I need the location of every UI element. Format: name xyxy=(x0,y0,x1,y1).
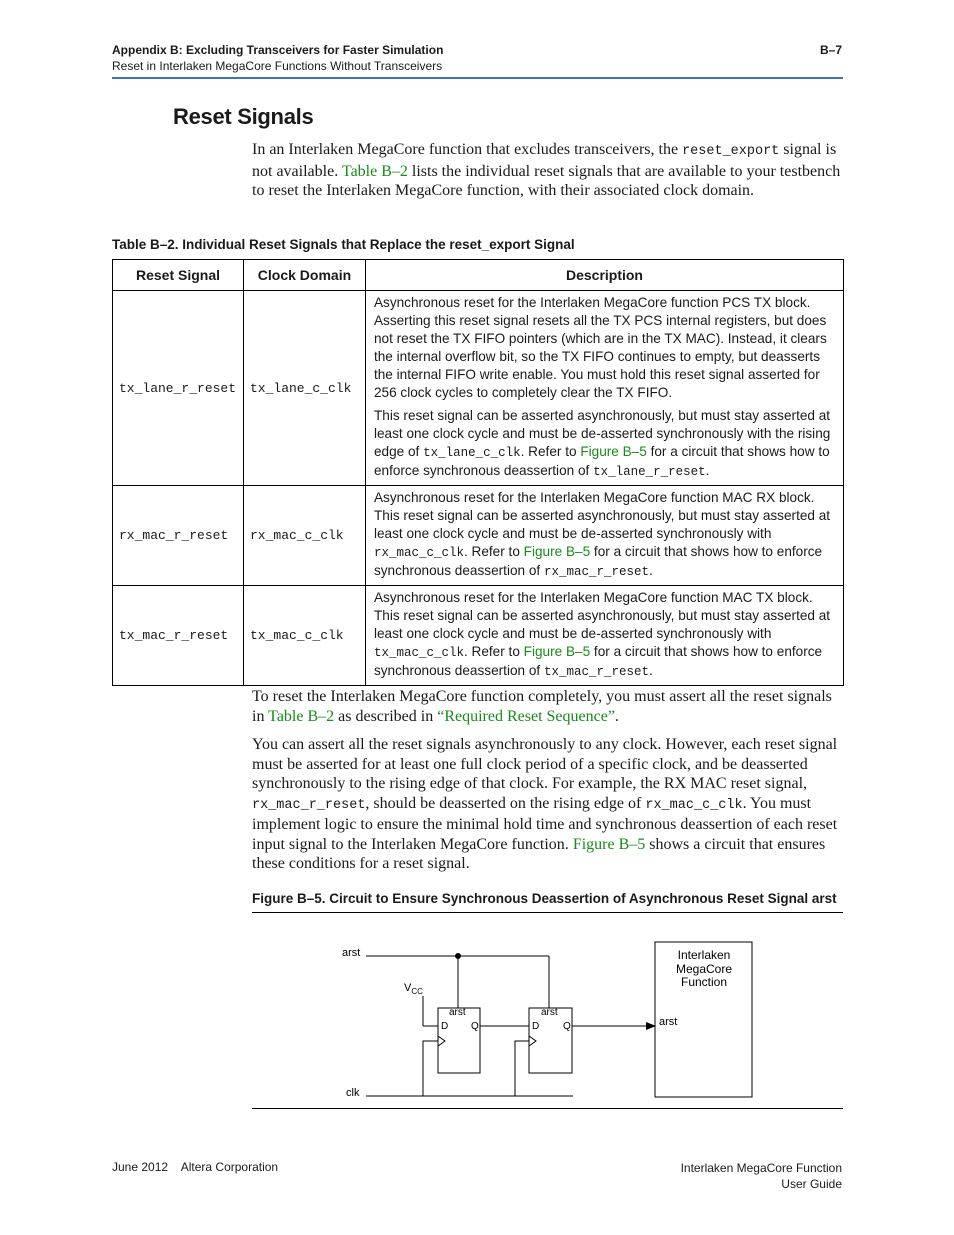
intro-paragraph: In an Interlaken MegaCore function that excludes transceivers, the reset_export signal is not available. Table B–2 lists the individual reset signals that are available to your testbench to reset the Interlaken MegaCore function, with their associated clock domain. xyxy=(252,141,841,199)
interlaken-megacore-block xyxy=(655,942,752,1097)
block-label-line2: MegaCore xyxy=(675,962,733,976)
clock-domain-cell: tx_lane_c_clk xyxy=(243,291,365,486)
block-label-line3: Function xyxy=(680,975,728,989)
footer-doc-title xyxy=(681,1160,842,1192)
footer-date-company: June 2012 Altera Corporation xyxy=(112,1160,279,1174)
flip-flop-1 xyxy=(438,1008,480,1073)
clk-input-label: clk xyxy=(346,1087,360,1099)
flip-flop-2 xyxy=(529,1008,572,1073)
clk-to-ff1-wire xyxy=(423,1041,438,1096)
ff1-arst-label: arst xyxy=(449,1007,466,1018)
reset-complete-paragraph: To reset the Interlaken MegaCore function completely, you must assert all the reset signals in Table B–2 as described in “Required Reset Sequence”. xyxy=(252,688,832,725)
required-reset-sequence-link[interactable]: “Required Reset Sequence” xyxy=(437,707,615,725)
description-paragraph: This reset signal can be asserted asynchronously, but must stay asserted at least one clock cycle and must be de-asserted synchronously with the rising edge of tx_lane_c_clk. Refer to Figure B–5 for a circuit that shows how to enforce synchronous deassertion of tx_lane_r_reset. xyxy=(373,408,831,479)
arst-input-label: arst xyxy=(342,947,361,959)
reset-signals-table xyxy=(112,259,844,686)
figure-b5-link[interactable]: Figure B–5 xyxy=(572,835,646,853)
table-row xyxy=(113,486,844,586)
vcc-label: $V_{CC}$ xyxy=(404,982,423,996)
description-cell xyxy=(365,486,843,586)
async-assert-paragraph: You can assert all the reset signals asynchronously to any clock. However, each reset signal must be asserted for at least one full clock period of a specific clock, and be deasserted synchronously to the rising edge of that clock. For example, the RX MAC reset signal, rx_mac_r_reset, should be deasserted on the rising edge of rx_mac_c_clk. You must implement logic to ensure the minimal hold time and synchronous deassertion of each reset input signal to the Interlaken MegaCore function. Figure B–5 shows a circuit that ensures these conditions for a reset signal. xyxy=(252,736,838,872)
figure-top-rule xyxy=(252,912,843,913)
description-cell xyxy=(365,586,843,686)
block-arst-label: arst xyxy=(659,1016,678,1028)
ff1-d-label: D xyxy=(441,1021,449,1032)
description-paragraph: Asynchronous reset for the Interlaken MegaCore function PCS TX block. Asserting this reset signal resets all the TX PCS internal registers, but does not reset the TX FIFO pointers (which are in the TX MAC). Instead, it clears the internal overflow bit, so the TX FIFO continues to empty, but deasserts the internal FIFO write enable. You must hold this reset signal asserted for 256 clock cycles to completely clear the TX FIFO. xyxy=(373,295,827,400)
table-b2-link[interactable]: Table B–2 xyxy=(268,707,335,725)
footer-doc-title-line2: User Guide xyxy=(781,1177,842,1191)
junction-dot xyxy=(456,954,461,959)
reset-signal-cell: tx_mac_r_reset xyxy=(113,586,244,686)
reset-signal-cell: rx_mac_r_reset xyxy=(113,486,244,586)
description-cell xyxy=(365,291,843,486)
ff2-clock-symbol xyxy=(529,1036,536,1046)
footer-doc-title-line1: Interlaken MegaCore Function xyxy=(680,1161,842,1175)
header-rule xyxy=(112,77,843,79)
clock-domain-cell: tx_mac_c_clk xyxy=(243,586,365,686)
figure-caption: Figure B–5. Circuit to Ensure Synchronous Deassertion of Asynchronous Reset Signal arst xyxy=(252,891,837,906)
column-header-description: Description xyxy=(365,260,843,291)
description-paragraph: Asynchronous reset for the Interlaken MegaCore function MAC RX block. This reset signal can be asserted asynchronously, but must stay asserted at least one clock cycle and must be de-asserted synchronously with rx_mac_c_clk. Refer to Figure B–5 for a circuit that shows how to enforce synchronous deassertion of rx_mac_r_reset. xyxy=(373,490,831,579)
page-number: B–7 xyxy=(819,43,842,57)
column-header-clock-domain: Clock Domain xyxy=(243,260,365,291)
table-row xyxy=(113,586,844,686)
ff1-q-label: Q xyxy=(471,1021,479,1032)
table-header-row xyxy=(113,260,844,291)
table-row xyxy=(113,291,844,486)
figure-b5-link[interactable]: Figure B–5 xyxy=(523,544,591,559)
section-title: Reset Signals xyxy=(173,104,314,129)
block-label-line1: Interlaken xyxy=(677,948,731,962)
description-paragraph: Asynchronous reset for the Interlaken MegaCore function MAC TX block. This reset signal can be asserted asynchronously, but must stay asserted at least one clock cycle and must be de-asserted synchronously with tx_mac_c_clk. Refer to Figure B–5 for a circuit that shows how to enforce synchronous deassertion of tx_mac_r_reset. xyxy=(373,590,831,679)
running-header-title: Appendix B: Excluding Transceivers for Faster Simulation xyxy=(112,43,444,57)
ff2-arst-label: arst xyxy=(541,1007,558,1018)
clock-domain-cell: rx_mac_c_clk xyxy=(243,486,365,586)
figure-bottom-rule xyxy=(252,1108,843,1109)
reset-signal-cell: tx_lane_r_reset xyxy=(113,291,244,486)
running-header-subtitle: Reset in Interlaken MegaCore Functions Without Transceivers xyxy=(112,59,443,73)
clk-to-ff2-wire xyxy=(515,1041,529,1096)
ff2-d-label: D xyxy=(532,1021,540,1032)
column-header-reset-signal: Reset Signal xyxy=(113,260,244,291)
ff1-clock-symbol xyxy=(438,1036,445,1046)
figure-b5-link[interactable]: Figure B–5 xyxy=(523,644,591,659)
code-reset-export: reset_export xyxy=(682,144,780,159)
ff2-q-label: Q xyxy=(563,1021,571,1032)
figure-b5-link[interactable]: Figure B–5 xyxy=(580,444,647,459)
table-b2-link[interactable]: Table B–2 xyxy=(341,162,408,180)
table-caption: Table B–2. Individual Reset Signals that Replace the reset_export Signal xyxy=(112,237,575,252)
